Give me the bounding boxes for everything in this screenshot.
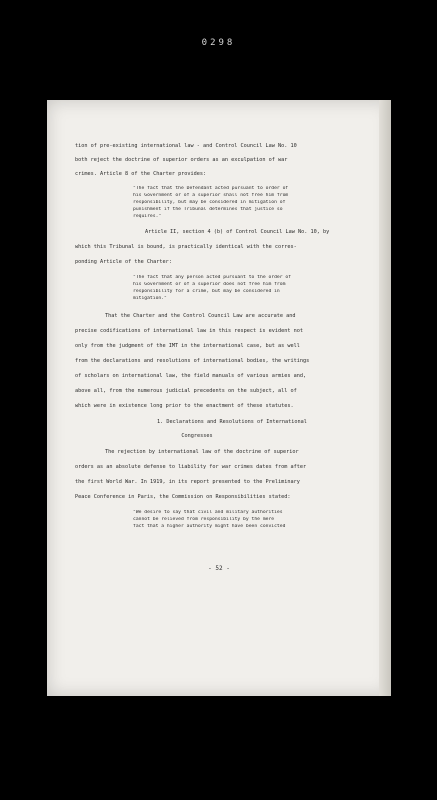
quote-3-line-2: cannot be relieved from responsibility by the mere xyxy=(133,517,275,522)
quote-2-line-2: his Government or of a superior does not free him from xyxy=(133,282,286,287)
paragraph-3-line-2: precise codifications of international law in this respect is evident not xyxy=(75,328,303,334)
section-heading-line-2: Congresses xyxy=(181,433,213,439)
paragraph-1-line-2: both reject the doctrine of superior orders as an exculpation of war xyxy=(75,157,288,163)
quote-3-line-3: fact that a higher authority might have been convicted xyxy=(133,524,286,529)
frame-number: 0298 xyxy=(201,38,236,48)
quote-1-line-2: his Government or of a superior shall not free him from xyxy=(133,193,289,198)
paragraph-2-line-1: Article II, section 4 (b) of Control Council Law No. 10, by xyxy=(145,229,330,235)
paragraph-1-line-3: crimes. Article 8 of the Charter provides: xyxy=(75,171,207,177)
quote-1-line-5: requires." xyxy=(133,214,162,219)
paragraph-3-line-1: That the Charter and the Control Council Law are accurate and xyxy=(105,313,296,319)
paragraph-3-line-5: of scholars on international law, the field manuals of various armies and, xyxy=(75,373,307,379)
quote-1-line-1: "The fact that the Defendant acted pursuant to order of xyxy=(133,186,289,191)
section-heading-line-1: 1. Declarations and Resolutions of International xyxy=(157,419,307,425)
page-number: - 52 - xyxy=(208,565,230,572)
paragraph-2-line-2: which this Tribunal is bound, is practically identical with the corres- xyxy=(75,244,297,250)
paragraph-3-line-3: only from the judgment of the IMT in the international case, but as well xyxy=(75,343,300,349)
document-page xyxy=(47,100,391,696)
paragraph-1-line-1: tion of pre-existing international law - and Control Council Law No. 10 xyxy=(75,143,297,149)
quote-3-line-1: "We desire to say that civil and military authorities xyxy=(133,510,283,515)
quote-2-line-1: "The fact that any person acted pursuant to the order of xyxy=(133,275,292,280)
paragraph-4-line-4: Peace Conference in Paris, the Commission on Responsibilities stated: xyxy=(75,494,291,500)
paragraph-3-line-6: above all, from the numerous judicial precedents on the subject, all of xyxy=(75,388,297,394)
quote-1-line-3: responsibility, but may be considered in mitigation of xyxy=(133,200,286,205)
quote-1-line-4: punishment if the Tribunal determines that justice so xyxy=(133,207,283,212)
quote-2-line-4: mitigation." xyxy=(133,296,167,301)
paragraph-4-line-2: orders as an absolute defense to liability for war crimes dates from after xyxy=(75,464,307,470)
paragraph-3-line-4: from the declarations and resolutions of international bodies, the writings xyxy=(75,358,310,364)
paragraph-4-line-1: The rejection by international law of the doctrine of superior xyxy=(105,449,299,455)
paragraph-3-line-7: which were in existence long prior to the enactment of these statutes. xyxy=(75,403,294,409)
quote-2-line-3: responsibility for a crime, but may be considered in xyxy=(133,289,280,294)
paragraph-4-line-3: the first World War. In 1919, in its report presented to the Preliminary xyxy=(75,479,300,485)
paragraph-2-line-3: ponding Article of the Charter: xyxy=(75,259,172,265)
page-edge-shadow xyxy=(379,100,391,696)
